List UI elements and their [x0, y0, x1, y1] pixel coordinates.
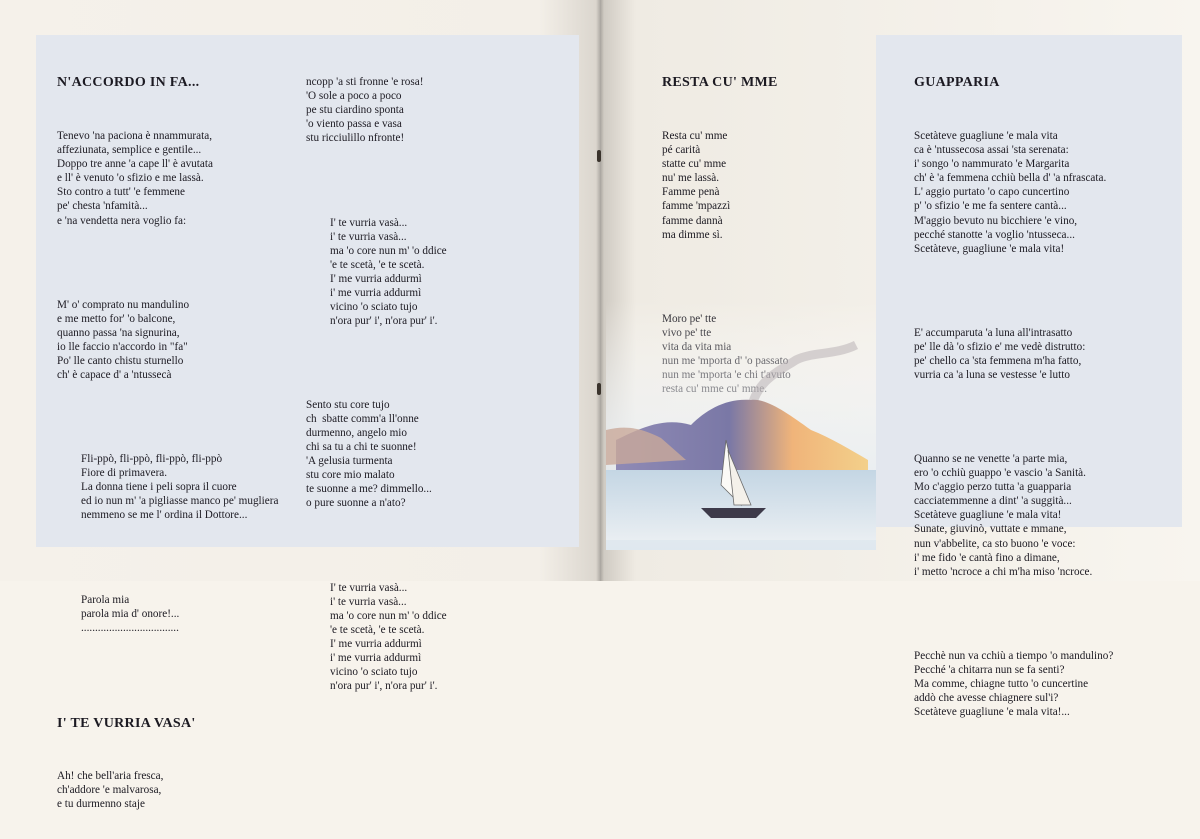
- stanza: [914, 452, 1113, 578]
- lyric-line: affeziunata, semplice e gentile...: [57, 144, 202, 157]
- lyric-line: Pecchè nun va cchiù a tiempo 'o mandulino?: [914, 649, 1114, 662]
- lyric-line: ch' è capace d' a 'ntussecà: [57, 368, 172, 381]
- lyric-line: ma dimme sì.: [662, 228, 723, 241]
- lyric-line: i' te vurria vasà...: [330, 230, 407, 243]
- lyric-line: ma 'o core nun m' 'o ddice: [330, 609, 447, 622]
- lyric-line: I' te vurria vasà...: [330, 216, 408, 229]
- lyric-line: ma 'o core nun m' 'o ddice: [330, 244, 447, 257]
- lyric-line: 'A gelusia turmenta: [306, 455, 393, 468]
- left-page: [0, 0, 600, 811]
- lyric-line: ncopp 'a sti fronne 'e rosa!: [306, 76, 424, 89]
- volcano-illustration: [606, 300, 876, 550]
- lyric-line: 'e te scetà, 'e te scetà.: [330, 258, 425, 271]
- lyric-line: Famme penà: [662, 186, 720, 199]
- lyric-line: ...................................: [81, 621, 179, 634]
- lyric-line: vicino 'o sciato tujo: [330, 665, 418, 678]
- lyric-line: M'aggio bevuto nu bicchiere 'e vino,: [914, 214, 1078, 227]
- lyric-line: Ma comme, chiagne tutto 'o cuncertine: [914, 677, 1089, 690]
- lyric-line: i' te vurria vasà...: [330, 595, 407, 608]
- song-title-te-vurria-vasa: I' TE VURRIA VASA': [57, 715, 196, 731]
- left-column-2: [306, 47, 447, 721]
- left-column-1: [57, 48, 278, 839]
- lyric-line: nun v'abbelite, ca sto buono 'e voce:: [914, 537, 1076, 550]
- lyric-line: Mo c'aggio perzo tutta 'a guapparia: [914, 481, 1072, 494]
- lyric-line: stu ricciulillo nfronte!: [306, 132, 405, 145]
- lyric-line: L' aggio purtato 'o capo cuncertino: [914, 186, 1070, 199]
- staple-mid: [597, 383, 601, 395]
- song-title-guapparia: GUAPPARIA: [914, 75, 1000, 91]
- lyric-line: pecché stanotte 'a voglio 'ntusseca...: [914, 228, 1075, 241]
- lyric-line: I' me vurria addurmì: [330, 272, 422, 285]
- lyric-line: 'O sole a poco a poco: [306, 90, 402, 103]
- lyric-line: i' me vurria addurmì: [330, 286, 422, 299]
- lyric-line: ca è 'ntussecosa assai 'sta serenata:: [914, 144, 1069, 157]
- lyric-line: Quanno se ne venette 'a parte mia,: [914, 453, 1068, 466]
- lyric-line: Scetàteve guagliune 'e mala vita: [914, 130, 1058, 143]
- stanza: [662, 129, 791, 241]
- lyric-line: ero 'o cchiù guappo 'e vascio 'a Sanità.: [914, 467, 1086, 480]
- stanza: [57, 129, 278, 227]
- song-title-naccordo: N'ACCORDO IN FA...: [57, 75, 200, 91]
- lyric-line: ch'addore 'e malvarosa,: [57, 784, 162, 797]
- chorus: [306, 216, 447, 328]
- stanza: [57, 298, 278, 382]
- stanza: [306, 398, 447, 510]
- lyric-line: Scetàteve guagliune 'e mala vita!: [914, 509, 1062, 522]
- lyric-line: Sento stu core tujo: [306, 399, 390, 412]
- lyric-line: pe' chello ca 'sta femmena m'ha fatto,: [914, 354, 1082, 367]
- lyric-line: quanno passa 'na signurina,: [57, 326, 180, 339]
- lyric-line: Fiore di primavera.: [81, 467, 168, 480]
- lyric-line: Scetàteve guagliune 'e mala vita!...: [914, 706, 1070, 719]
- lyric-line: o pure suonne a n'ato?: [306, 497, 406, 510]
- lyric-line: pe' lle dà 'o sfizio e' me vedè distrutto:: [914, 340, 1086, 353]
- song-title-resta-cu-mme: RESTA CU' MME: [662, 75, 778, 91]
- staple-top: [597, 150, 601, 162]
- lyric-line: I' te vurria vasà...: [330, 581, 408, 594]
- lyric-line: parola mia d' onore!...: [81, 607, 180, 620]
- lyric-line: ch' è 'a femmena cchiù bella d' 'a nfrascata.: [914, 172, 1107, 185]
- lyric-line: i' metto 'ncroce a chi m'ha miso 'ncroce.: [914, 565, 1093, 578]
- stanza: [57, 769, 278, 811]
- lyric-line: Parola mia: [81, 593, 130, 606]
- lyric-line: pe stu ciardino sponta: [306, 104, 404, 117]
- lyric-line: E' accumparuta 'a luna all'intrasatto: [914, 326, 1073, 339]
- lyric-line: e me metto for' 'o balcone,: [57, 312, 176, 325]
- stanza: [914, 129, 1113, 255]
- lyric-line: e tu durmenno staje: [57, 798, 145, 811]
- lyric-line: i' me vurria addurmì: [330, 651, 422, 664]
- chorus: [306, 581, 447, 693]
- lyric-line: 'o viento passa e vasa: [306, 118, 402, 131]
- right-column-2: [914, 48, 1113, 747]
- lyric-line: durmenno, angelo mio: [306, 427, 407, 440]
- lyric-line: i' me fido 'e cantà fino a dimane,: [914, 551, 1060, 564]
- stanza: [306, 75, 447, 145]
- lyric-line: ch sbatte comm'a ll'onne: [306, 413, 419, 426]
- lyric-line: Resta cu' mme: [662, 130, 728, 143]
- lyric-line: nemmeno se me l' ordina il Dottore...: [81, 509, 248, 522]
- stanza: [914, 649, 1113, 719]
- lyric-line: nu' me lassà.: [662, 172, 720, 185]
- lyric-line: Sunate, giuvinò, vuttate e mmane,: [914, 523, 1067, 536]
- lyric-line: pé carità: [662, 144, 701, 157]
- stanza: [57, 593, 278, 635]
- lyric-line: Ah! che bell'aria fresca,: [57, 770, 164, 783]
- stanza: [914, 326, 1113, 382]
- lyric-line: I' me vurria addurmì: [330, 637, 422, 650]
- lyric-line: vurria ca 'a luna se vestesse 'e lutto: [914, 368, 1070, 381]
- lyric-line: e ll' è venuto 'o sfizio e me lassà.: [57, 172, 204, 185]
- lyric-line: e 'na vendetta nera voglio fa:: [57, 214, 187, 227]
- lyric-line: Tenevo 'na paciona è nnammurata,: [57, 130, 212, 143]
- refrain: [57, 452, 278, 522]
- lyric-line: cacciatemmenne a dint' 'a suggità...: [914, 495, 1072, 508]
- lyric-line: addò che avesse chiagnere sul'i?: [914, 691, 1059, 704]
- lyric-line: stu core mio malato: [306, 469, 395, 482]
- lyric-line: famme 'mpazzì: [662, 200, 731, 213]
- lyric-line: Pecché 'a chitarra nun se fa senti?: [914, 663, 1065, 676]
- lyric-line: n'ora pur' i', n'ora pur' i'.: [330, 314, 438, 327]
- lyric-line: La donna tiene i peli sopra il cuore: [81, 481, 237, 494]
- lyric-line: Sto contro a tutt' 'e femmene: [57, 186, 185, 199]
- lyric-line: n'ora pur' i', n'ora pur' i'.: [330, 679, 438, 692]
- lyric-line: Fli-ppò, fli-ppò, fli-ppò, fli-ppò: [81, 453, 223, 466]
- lyric-line: M' o' comprato nu mandulino: [57, 298, 190, 311]
- lyric-line: famme dannà: [662, 214, 723, 227]
- lyric-line: pe' chesta 'nfamità...: [57, 200, 148, 213]
- lyric-line: io lle faccio n'accordo in "fa": [57, 340, 188, 353]
- lyric-line: statte cu' mme: [662, 158, 727, 171]
- lyric-line: Scetàteve, guagliune 'e mala vita!: [914, 242, 1065, 255]
- lyric-line: te suonne a me? dimmello...: [306, 483, 432, 496]
- lyric-line: vicino 'o sciato tujo: [330, 300, 418, 313]
- lyric-line: 'e te scetà, 'e te scetà.: [330, 623, 425, 636]
- lyric-line: Po' lle canto chistu sturnello: [57, 354, 184, 367]
- lyric-line: chi sa tu a chi te suonne!: [306, 441, 417, 454]
- lyric-line: Doppo tre anne 'a cape ll' è avutata: [57, 158, 213, 171]
- lyric-line: p' 'o sfizio 'e me fa sentere cantà...: [914, 200, 1067, 213]
- lyric-line: i' songo 'o nammurato 'e Margarita: [914, 158, 1070, 171]
- lyric-line: ed io nun m' 'a pigliasse manco pe' mugliera: [81, 495, 279, 508]
- page-fold: [596, 0, 604, 581]
